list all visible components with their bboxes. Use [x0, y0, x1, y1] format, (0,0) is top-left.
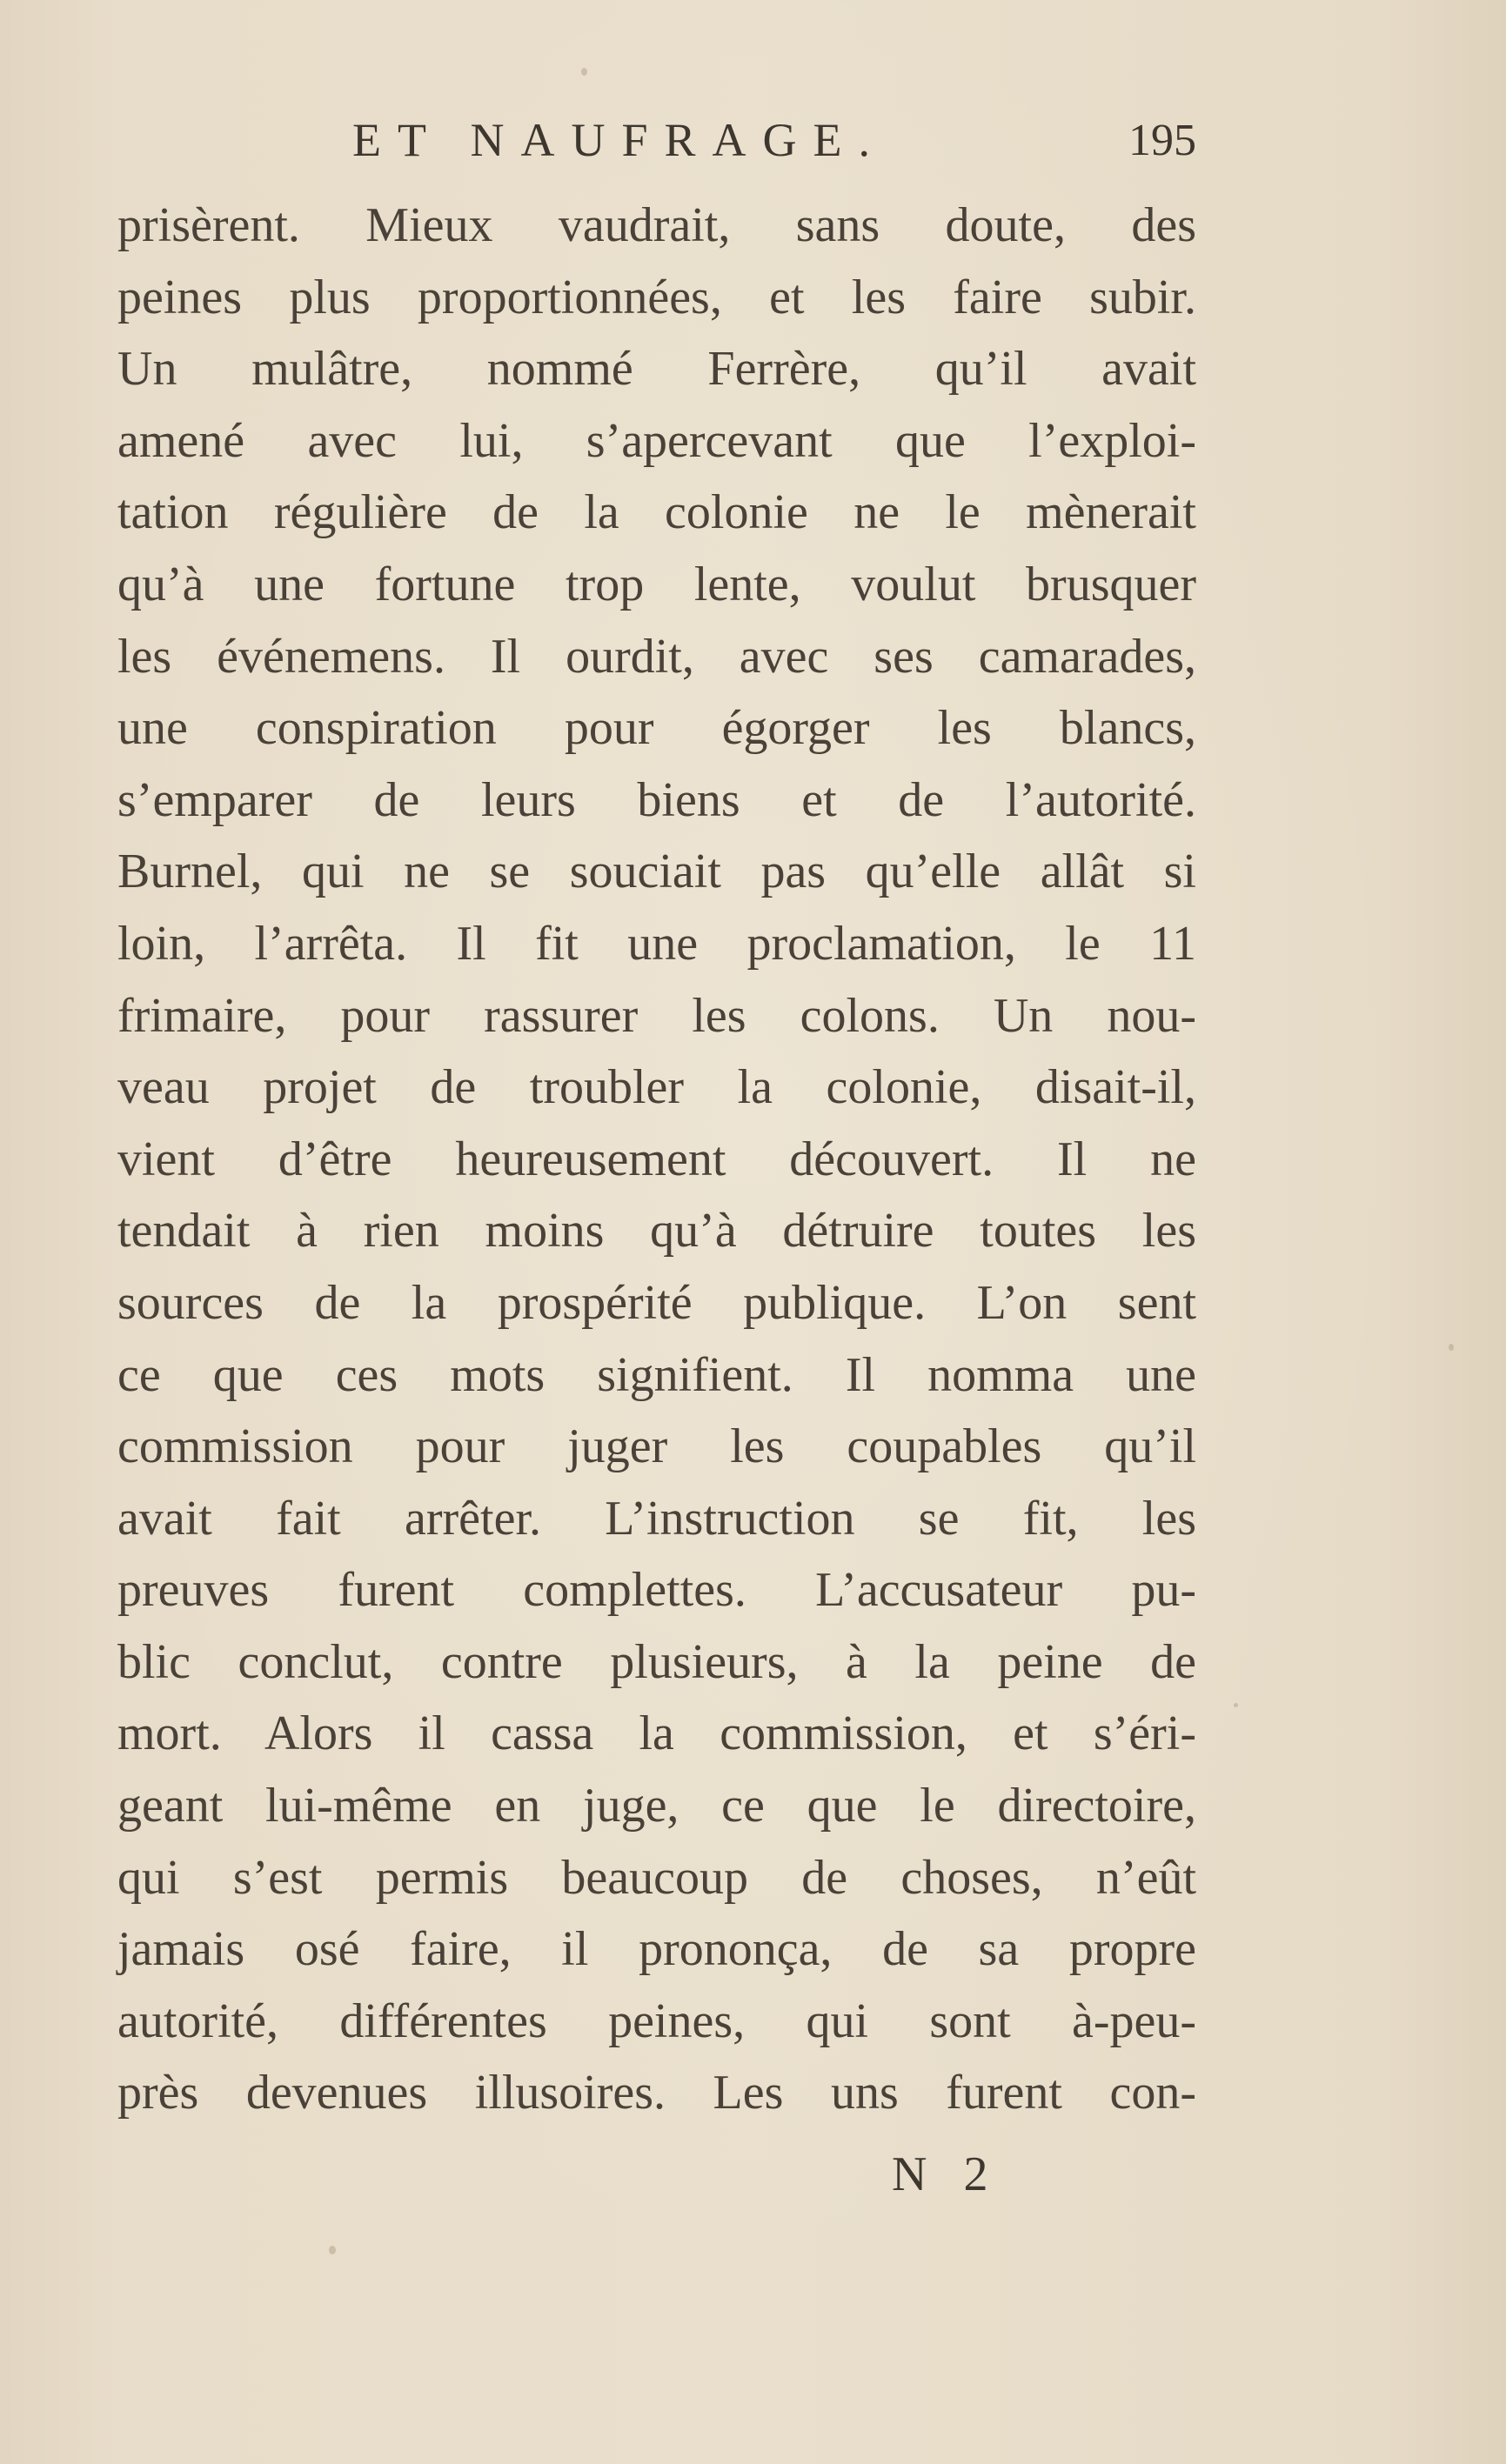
- text-line: autorité, différentes peines, qui sont à-peu-: [117, 1993, 1196, 2048]
- text-line: ce que ces mots signifient. Il nomma une: [117, 1347, 1196, 1402]
- paper-foxing-spot: [1234, 1703, 1238, 1707]
- text-line: veau projet de troubler la colonie, disait-il,: [117, 1060, 1196, 1115]
- text-line: vient d’être heureusement découvert. Il ne: [117, 1132, 1196, 1186]
- running-head: [117, 113, 1196, 183]
- text-line: mort. Alors il cassa la commission, et s’éri-: [117, 1706, 1196, 1761]
- body-text: [117, 190, 1196, 2129]
- text-line: près devenues illusoires. Les uns furent con-: [117, 2066, 1196, 2120]
- text-line: preuves furent complettes. L’accusateur pu-: [117, 1563, 1196, 1618]
- text-line: qui s’est permis beaucoup de choses, n’eût: [117, 1850, 1196, 1905]
- text-line: les événemens. Il ourdit, avec ses camarades,: [117, 629, 1196, 684]
- text-line: geant lui-même en juge, ce que le directoire,: [117, 1779, 1196, 1833]
- text-line: s’emparer de leurs biens et de l’autorité.: [117, 772, 1196, 827]
- page-number: 195: [1128, 116, 1196, 165]
- text-line: tation régulière de la colonie ne le mènerait: [117, 485, 1196, 540]
- text-line: Burnel, qui ne se souciait pas qu’elle allât si: [117, 845, 1196, 899]
- text-line: amené avec lui, s’apercevant que l’exploi-: [117, 413, 1196, 468]
- paper-foxing-spot: [329, 2246, 336, 2254]
- text-line: Un mulâtre, nommé Ferrère, qu’il avait: [117, 342, 1196, 397]
- text-line: avait fait arrêter. L’instruction se fit, les: [117, 1491, 1196, 1546]
- text-line: tendait à rien moins qu’à détruire toutes les: [117, 1204, 1196, 1259]
- signature-mark: N 2: [892, 2147, 1001, 2201]
- text-line: prisèrent. Mieux vaudrait, sans doute, des: [117, 198, 1196, 252]
- text-line: frimaire, pour rassurer les colons. Un nou-: [117, 988, 1196, 1043]
- paper-foxing-spot: [581, 68, 587, 76]
- text-line: blic conclut, contre plusieurs, à la peine de: [117, 1634, 1196, 1689]
- text-line: jamais osé faire, il prononça, de sa propre: [117, 1922, 1196, 1977]
- text-line: loin, l’arrêta. Il fit une proclamation, le 11: [117, 916, 1196, 971]
- text-line: qu’à une fortune trop lente, voulut brusquer: [117, 557, 1196, 611]
- text-line: sources de la prospérité publique. L’on sent: [117, 1275, 1196, 1330]
- text-line: commission pour juger les coupables qu’il: [117, 1419, 1196, 1474]
- text-line: peines plus proportionnées, et les faire subir.: [117, 270, 1196, 324]
- running-head-title: ET NAUFRAGE.: [352, 114, 887, 166]
- text-line: une conspiration pour égorger les blancs,: [117, 701, 1196, 756]
- paper-foxing-spot: [1449, 1344, 1454, 1351]
